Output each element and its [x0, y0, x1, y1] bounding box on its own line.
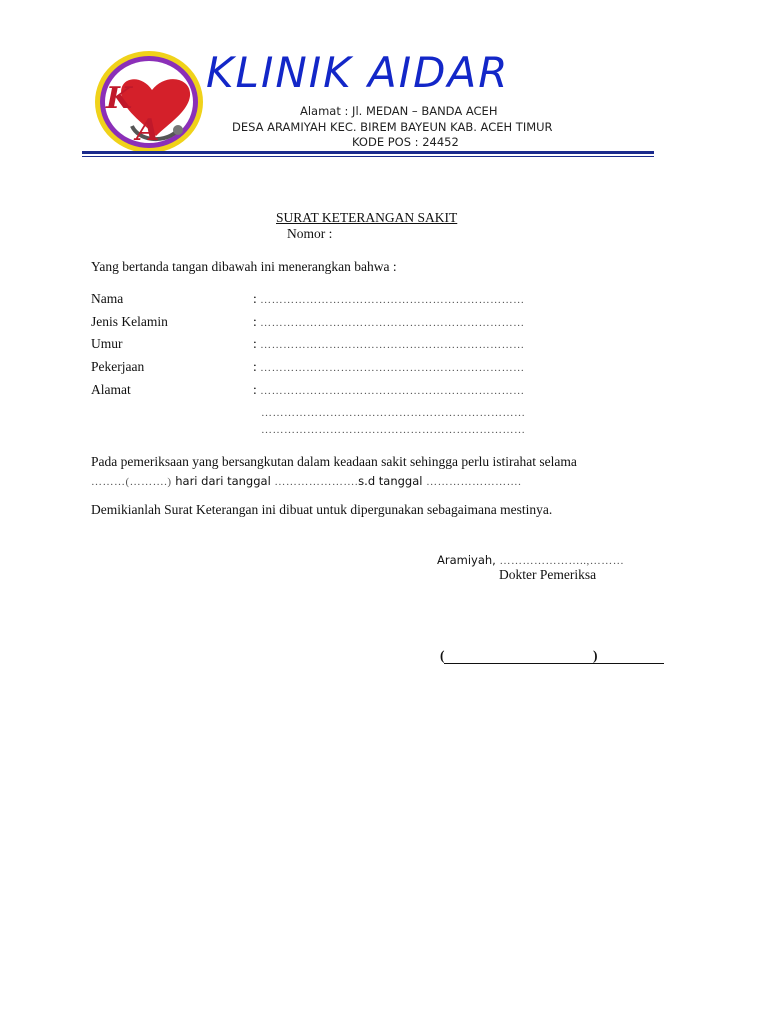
header-divider-thin	[82, 156, 654, 157]
clinic-logo	[92, 48, 206, 156]
days-blank: ………(……….)	[91, 476, 172, 488]
intro-text: Yang bertanda tangan dibawah ini menerangkan bahwa :	[91, 259, 397, 274]
address-continuation-1: ……………………………………………………………	[261, 407, 526, 419]
exam-dates-line	[91, 472, 521, 490]
logo-emblem-icon	[92, 48, 206, 156]
logo-letter-k: K	[106, 81, 133, 116]
field-blank: ……………………………………………………………	[260, 294, 525, 306]
document-number-label: Nomor :	[287, 226, 333, 241]
field-value-alamat	[253, 382, 525, 398]
header-divider-thick	[82, 151, 654, 154]
document-title: SURAT KETERANGAN SAKIT	[276, 210, 458, 225]
address-continuation-2: ……………………………………………………………	[261, 424, 526, 436]
address-line-3: KODE POS : 24452	[352, 135, 459, 149]
field-label-alamat: Alamat	[91, 382, 131, 397]
field-value-nama	[253, 291, 525, 307]
field-label-jenis-kelamin: Jenis Kelamin	[91, 314, 168, 329]
field-separator: :	[253, 314, 257, 329]
field-separator: :	[253, 382, 257, 397]
field-blank: ……………………………………………………………	[260, 317, 525, 329]
field-blank: ……………………………………………………………	[260, 385, 525, 397]
field-separator: :	[253, 359, 257, 374]
logo-letter-a: A	[136, 113, 160, 148]
date-blank: …………………..,………	[499, 555, 625, 567]
signature-underline	[444, 663, 664, 664]
doctor-title: Dokter Pemeriksa	[499, 567, 597, 582]
clinic-name: KLINIK AIDAR	[206, 48, 510, 97]
field-value-pekerjaan	[253, 359, 525, 375]
field-separator: :	[253, 336, 257, 351]
until-date-blank: …………………….	[426, 476, 522, 488]
field-blank: ……………………………………………………………	[260, 339, 525, 351]
field-value-umur	[253, 336, 525, 352]
until-text: s.d tanggal	[358, 474, 427, 488]
place-label: Aramiyah,	[437, 553, 500, 567]
field-label-umur: Umur	[91, 336, 123, 351]
signature-line: ( )	[440, 648, 598, 663]
field-label-pekerjaan: Pekerjaan	[91, 359, 145, 374]
field-label-nama: Nama	[91, 291, 124, 306]
exam-sentence: Pada pemeriksaan yang bersangkutan dalam keadaan sakit sehingga perlu istirahat selama	[91, 454, 577, 469]
closing-statement: Demikianlah Surat Keterangan ini dibuat untuk dipergunakan sebagaimana mestinya.	[91, 502, 553, 517]
field-value-jenis-kelamin	[253, 314, 525, 330]
address-line-2: DESA ARAMIYAH KEC. BIREM BAYEUN KAB. ACEH TIMUR	[232, 120, 553, 134]
field-blank: ……………………………………………………………	[260, 362, 525, 374]
address-line-1: Alamat : Jl. MEDAN – BANDA ACEH	[300, 104, 498, 118]
from-date-blank: ………………….	[274, 476, 359, 488]
days-text: hari dari tanggal	[171, 474, 275, 488]
field-separator: :	[253, 291, 257, 306]
